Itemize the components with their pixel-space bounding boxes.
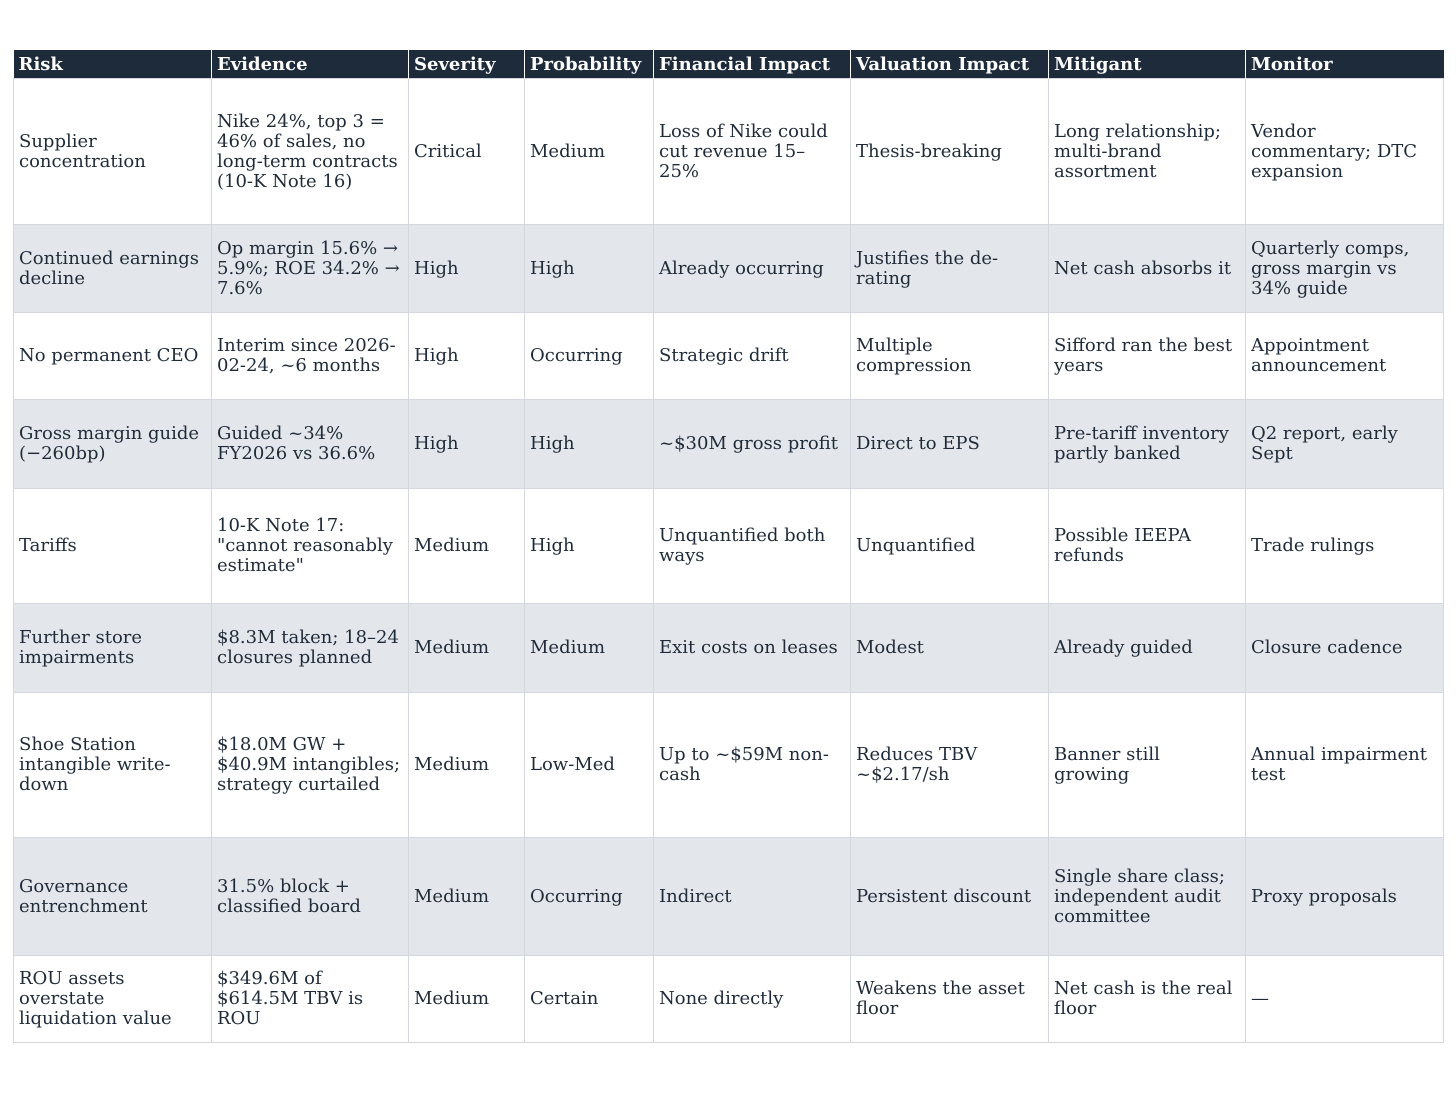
header-risk: Risk (14, 50, 212, 79)
cell-severity: Medium (409, 838, 525, 956)
cell-financial-impact: Strategic drift (654, 313, 851, 400)
cell-evidence: $349.6M of $614.5M TBV is ROU (212, 956, 409, 1043)
cell-probability: Occurring (525, 838, 654, 956)
header-evidence: Evidence (212, 50, 409, 79)
header-financial-impact: Financial Impact (654, 50, 851, 79)
cell-probability: Occurring (525, 313, 654, 400)
table-row (14, 956, 1444, 1043)
table-row (14, 400, 1444, 489)
header-severity: Severity (409, 50, 525, 79)
cell-evidence: $8.3M taken; 18–24 closures planned (212, 604, 409, 693)
cell-risk: ROU assets overstate liquidation value (14, 956, 212, 1043)
cell-mitigant: Sifford ran the best years (1049, 313, 1246, 400)
cell-monitor: Q2 report, early Sept (1246, 400, 1444, 489)
cell-mitigant: Net cash is the real floor (1049, 956, 1246, 1043)
cell-monitor: Appointment announcement (1246, 313, 1444, 400)
cell-severity: Critical (409, 79, 525, 225)
cell-risk: Governance entrenchment (14, 838, 212, 956)
cell-monitor: Closure cadence (1246, 604, 1444, 693)
cell-severity: Medium (409, 956, 525, 1043)
cell-evidence: 10-K Note 17: "cannot reasonably estimate" (212, 489, 409, 604)
cell-probability: Certain (525, 956, 654, 1043)
cell-mitigant: Possible IEEPA refunds (1049, 489, 1246, 604)
table-row (14, 313, 1444, 400)
cell-valuation-impact: Direct to EPS (851, 400, 1049, 489)
cell-risk: No permanent CEO (14, 313, 212, 400)
cell-mitigant: Pre-tariff inventory partly banked (1049, 400, 1246, 489)
cell-valuation-impact: Justifies the de-rating (851, 225, 1049, 313)
cell-mitigant: Net cash absorbs it (1049, 225, 1246, 313)
table-row (14, 225, 1444, 313)
cell-severity: High (409, 400, 525, 489)
table-header-row (14, 50, 1444, 79)
cell-probability: High (525, 400, 654, 489)
header-valuation-impact: Valuation Impact (851, 50, 1049, 79)
cell-risk: Tariffs (14, 489, 212, 604)
cell-valuation-impact: Thesis-breaking (851, 79, 1049, 225)
cell-monitor: Vendor commentary; DTC expansion (1246, 79, 1444, 225)
cell-risk: Gross margin guide (−260bp) (14, 400, 212, 489)
cell-mitigant: Single share class; independent audit committee (1049, 838, 1246, 956)
table-row (14, 838, 1444, 956)
risk-table-container (13, 50, 1443, 1043)
cell-probability: Medium (525, 79, 654, 225)
cell-monitor: Annual impairment test (1246, 693, 1444, 838)
cell-valuation-impact: Weakens the asset floor (851, 956, 1049, 1043)
cell-financial-impact: Loss of Nike could cut revenue 15–25% (654, 79, 851, 225)
table-row (14, 693, 1444, 838)
cell-risk: Continued earnings decline (14, 225, 212, 313)
cell-valuation-impact: Multiple compression (851, 313, 1049, 400)
cell-evidence: $18.0M GW + $40.9M intangibles; strategy curtailed (212, 693, 409, 838)
cell-severity: High (409, 313, 525, 400)
cell-monitor: — (1246, 956, 1444, 1043)
header-monitor: Monitor (1246, 50, 1444, 79)
cell-financial-impact: None directly (654, 956, 851, 1043)
cell-financial-impact: Unquantified both ways (654, 489, 851, 604)
cell-risk: Supplier concentration (14, 79, 212, 225)
cell-mitigant: Already guided (1049, 604, 1246, 693)
cell-risk: Shoe Station intangible write-down (14, 693, 212, 838)
cell-financial-impact: Already occurring (654, 225, 851, 313)
cell-probability: Medium (525, 604, 654, 693)
cell-evidence: Guided ~34% FY2026 vs 36.6% (212, 400, 409, 489)
cell-monitor: Trade rulings (1246, 489, 1444, 604)
cell-valuation-impact: Modest (851, 604, 1049, 693)
cell-financial-impact: Indirect (654, 838, 851, 956)
cell-probability: High (525, 225, 654, 313)
table-row (14, 489, 1444, 604)
header-probability: Probability (525, 50, 654, 79)
cell-valuation-impact: Persistent discount (851, 838, 1049, 956)
cell-evidence: Interim since 2026-02-24, ~6 months (212, 313, 409, 400)
risk-table (13, 50, 1444, 1043)
cell-financial-impact: Exit costs on leases (654, 604, 851, 693)
cell-evidence: Nike 24%, top 3 = 46% of sales, no long-term contracts (10-K Note 16) (212, 79, 409, 225)
cell-evidence: 31.5% block + classified board (212, 838, 409, 956)
cell-monitor: Proxy proposals (1246, 838, 1444, 956)
cell-probability: Low-Med (525, 693, 654, 838)
cell-probability: High (525, 489, 654, 604)
cell-mitigant: Banner still growing (1049, 693, 1246, 838)
cell-severity: Medium (409, 693, 525, 838)
cell-financial-impact: Up to ~$59M non-cash (654, 693, 851, 838)
cell-valuation-impact: Reduces TBV ~$2.17/sh (851, 693, 1049, 838)
cell-risk: Further store impairments (14, 604, 212, 693)
cell-severity: Medium (409, 604, 525, 693)
cell-financial-impact: ~$30M gross profit (654, 400, 851, 489)
cell-severity: Medium (409, 489, 525, 604)
table-row (14, 604, 1444, 693)
cell-monitor: Quarterly comps, gross margin vs 34% guide (1246, 225, 1444, 313)
cell-valuation-impact: Unquantified (851, 489, 1049, 604)
header-mitigant: Mitigant (1049, 50, 1246, 79)
cell-evidence: Op margin 15.6% → 5.9%; ROE 34.2% → 7.6% (212, 225, 409, 313)
cell-severity: High (409, 225, 525, 313)
table-row (14, 79, 1444, 225)
cell-mitigant: Long relationship; multi-brand assortment (1049, 79, 1246, 225)
